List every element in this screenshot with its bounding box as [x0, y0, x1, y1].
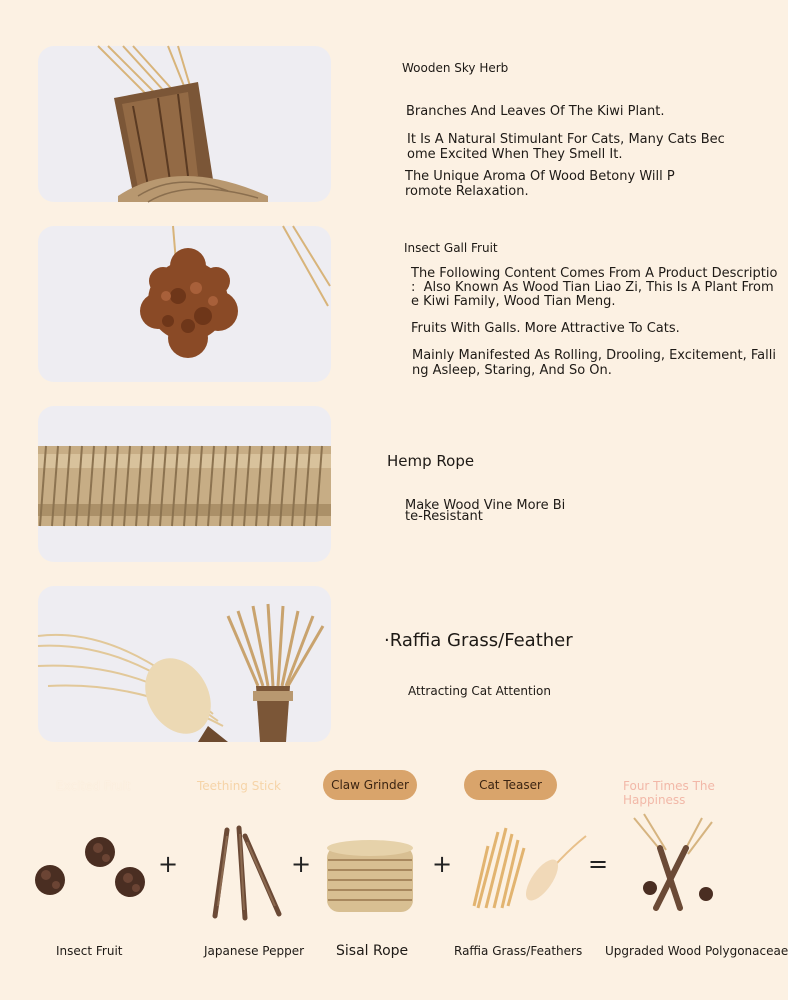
- feature-3-title: Hemp Rope: [387, 452, 475, 470]
- tag-claw-grinder: Claw Grinder: [323, 770, 417, 800]
- plus-operator-2: +: [291, 850, 312, 878]
- insect-fruit-image: [28, 830, 150, 900]
- feature-2-para-3: Mainly Manifested As Rolling, Drooling, Excitement, Falli ng Asleep, Staring, And So On.: [412, 348, 776, 378]
- feature-1-para-1: Branches And Leaves Of The Kiwi Plant.: [406, 104, 665, 119]
- feature-1-para-2: It Is A Natural Stimulant For Cats, Many Cats Bec ome Excited When They Smell It.: [407, 132, 725, 162]
- feature-2-title: Insect Gall Fruit: [404, 241, 498, 255]
- feature-2-para-1: The Following Content Comes From A Product Descriptio : Also Known As Wood Tian Liao Zi, This Is A Plant From e Kiwi Family, Wood Tian Meng.: [411, 266, 778, 309]
- plus-operator-3: +: [432, 850, 453, 878]
- plus-operator-1: +: [158, 850, 179, 878]
- sisal-rope-image: [325, 838, 415, 920]
- feature-1-para-3: The Unique Aroma Of Wood Betony Will P romote Relaxation.: [405, 169, 675, 199]
- wooden-sky-herb-photo: [38, 46, 331, 202]
- tag-four-times-happiness: Four Times The Happiness: [623, 779, 715, 807]
- caption-sisal-rope: Sisal Rope: [336, 943, 409, 959]
- wood-polygonaceae-image: [622, 812, 722, 922]
- feature-1-title: Wooden Sky Herb: [402, 61, 509, 75]
- feature-4-title: ·Raffia Grass/Feather: [384, 630, 573, 651]
- tag-teething-stick: Teething Stick: [197, 779, 281, 793]
- feature-4-para-1: Attracting Cat Attention: [408, 684, 552, 698]
- hemp-rope-photo: [38, 406, 331, 562]
- tag-cat-teaser: Cat Teaser: [464, 770, 557, 800]
- caption-japanese-pepper: Japanese Pepper: [204, 944, 305, 958]
- insect-gall-fruit-photo: [38, 226, 331, 382]
- feature-2-para-2: Fruits With Galls. More Attractive To Cats.: [411, 321, 680, 336]
- raffia-feathers-image: [468, 818, 588, 914]
- japanese-pepper-image: [205, 826, 285, 922]
- feature-3-para-1: Make Wood Vine More Bi te-Resistant: [405, 498, 566, 524]
- caption-wood-polygonaceae: Upgraded Wood Polygonaceae: [605, 944, 788, 958]
- raffia-feather-photo: [38, 586, 331, 742]
- equals-operator: =: [588, 850, 609, 878]
- caption-raffia-feathers: Raffia Grass/Feathers: [454, 944, 583, 958]
- caption-insect-fruit: Insect Fruit: [56, 944, 123, 958]
- tag-excited-fruit: Excited Fruit: [56, 779, 131, 793]
